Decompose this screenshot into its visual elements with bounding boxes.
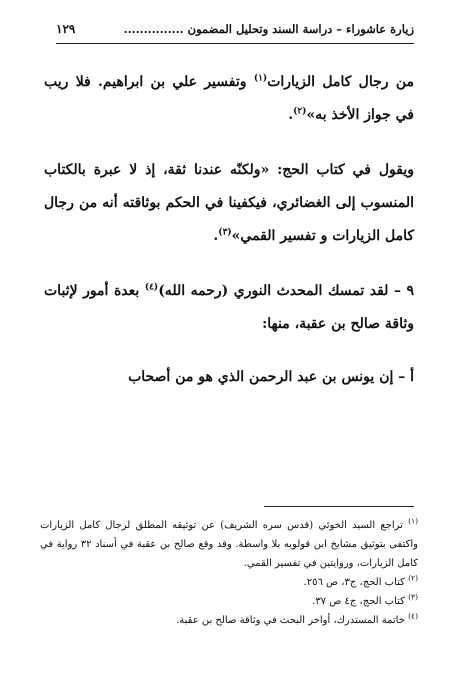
paragraph-2-text-b: .: [213, 228, 219, 244]
footnote-marker: (٢): [408, 573, 418, 583]
paragraph-3: [44, 275, 414, 341]
paragraph-2: [44, 154, 414, 253]
paragraph-3-text-b: بعدة أمور لإثبات وثاقة صالح بن عقبة، منها:: [44, 283, 414, 332]
paragraph-4-text-a: أ – إن يونس بن عبد الرحمن الذي هو من أصحاب: [128, 369, 414, 385]
paragraph-4: [44, 361, 414, 394]
footnote-text: تراجع السيد الخوئي (قدس سره الشريف) عن توثيقه المطلق لرجال كامل الزيارات واكتفى بتوثيق مشايخ ابن قولويه بلا واسطة. وقد وقع صالح بن عقبة في أسناد ٣٢ رواية في كامل الزيارات، وروايتين في تفسير القمي.: [40, 520, 419, 569]
footnote-ref-4[interactable]: (٤): [144, 282, 159, 293]
paragraph-1: [44, 66, 414, 132]
page-number: ١٢٩: [56, 22, 76, 36]
footnote-1: [40, 516, 418, 573]
paragraph-1-text-a: من رجال كامل الزيارات: [267, 74, 414, 90]
main-text: [44, 66, 414, 416]
paragraph-1-text-c: .: [288, 107, 294, 123]
footnote-marker: (٤): [408, 611, 418, 621]
footnote-marker: (٣): [408, 592, 418, 602]
running-header: [56, 22, 414, 40]
footnote-3: [40, 592, 418, 611]
footnote-text: كتاب الحج، ج٣، ص ٢٥٦.: [303, 577, 405, 588]
header-rule: [56, 43, 414, 44]
footnote-2: [40, 573, 418, 592]
footnote-text: خاتمة المستدرك، أواخر البحث في وثاقة صالح بن عقبة.: [176, 615, 405, 626]
running-title: زيارة عاشوراء – دراسة السند وتحليل المضمون ...............: [123, 22, 414, 36]
footnote-4: [40, 611, 418, 630]
paragraph-2-text-a: ويقول في كتاب الحج: «ولكنّه عندنا ثقة، إذ لا عبرة بالكتاب المنسوب إلى الغضائري، فيكفينا في الحكم بوثاقته أنه من رجال كامل الزيارات و تفسير القمي»: [44, 162, 414, 244]
footnote-marker: (١): [408, 516, 418, 526]
footnote-ref-1[interactable]: (١): [253, 73, 268, 84]
paragraph-3-text-a: ٩ – لقد تمسك المحدث النوري (رحمه الله): [158, 283, 414, 299]
footnotes: [40, 516, 418, 630]
footnote-ref-3[interactable]: (٣): [218, 227, 232, 238]
paragraph-1-text-b: وتفسير علي بن ابراهيم. فلا ريب في جواز الأخذ به»: [44, 74, 414, 123]
footnote-separator: [264, 506, 414, 507]
footnote-ref-2[interactable]: (٢): [293, 106, 307, 117]
footnote-text: كتاب الحج، ج٤ ص ٣٧.: [312, 596, 405, 607]
